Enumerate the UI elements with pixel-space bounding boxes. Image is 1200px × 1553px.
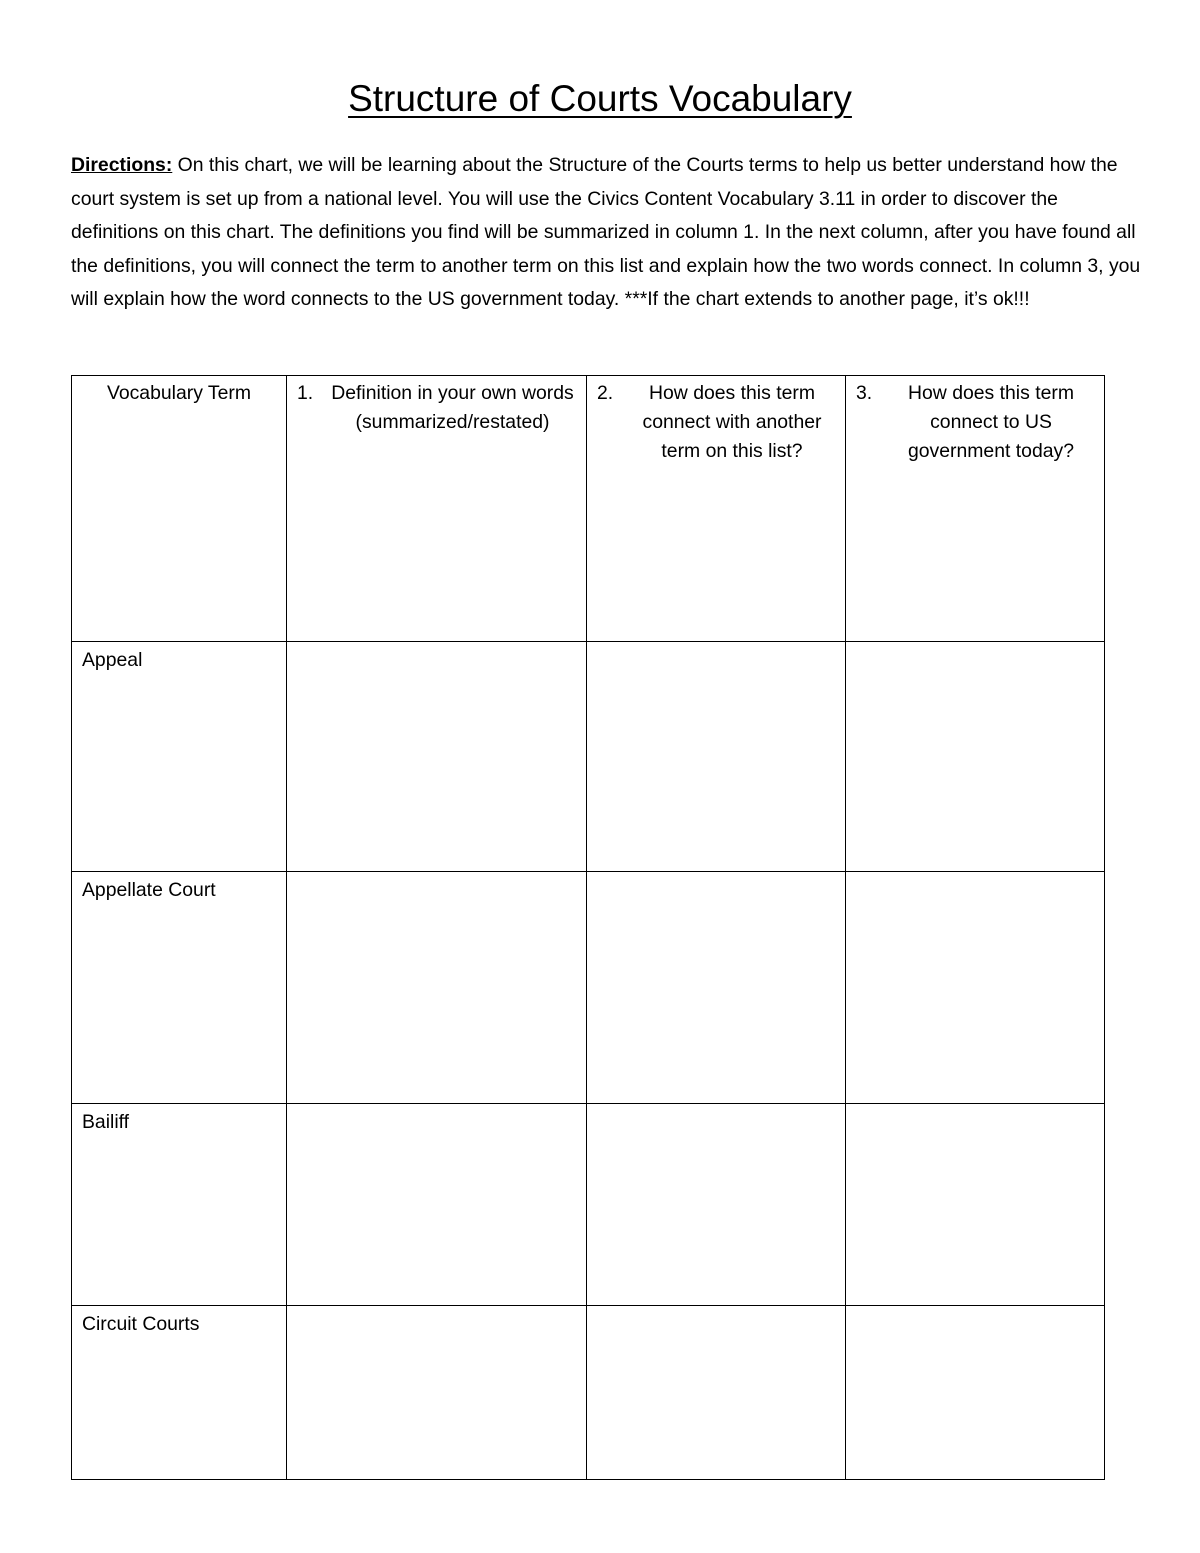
header-label: Vocabulary Term: [106, 382, 252, 404]
term-label: Circuit Courts: [82, 1313, 200, 1335]
header-connect-government: [846, 376, 1105, 642]
directions-label: Directions:: [71, 154, 173, 176]
connection-cell[interactable]: [587, 872, 846, 1104]
definition-cell[interactable]: [287, 1104, 587, 1306]
term-cell: [72, 642, 287, 872]
header-label: How does this term connect with another term on this list?: [642, 382, 822, 462]
table-header-row: [72, 376, 1105, 642]
table-row: [72, 1104, 1105, 1306]
term-cell: [72, 1306, 287, 1480]
header-number: 2.: [597, 382, 614, 404]
header-label: How does this term connect to US government today?: [907, 382, 1074, 462]
government-cell[interactable]: [846, 642, 1105, 872]
table-row: [72, 872, 1105, 1104]
definition-cell[interactable]: [287, 642, 587, 872]
header-vocabulary-term: [72, 376, 287, 642]
term-cell: [72, 1104, 287, 1306]
government-cell[interactable]: [846, 872, 1105, 1104]
connection-cell[interactable]: [587, 642, 846, 872]
term-label: Appellate Court: [82, 879, 216, 901]
definition-cell[interactable]: [287, 872, 587, 1104]
government-cell[interactable]: [846, 1104, 1105, 1306]
term-cell: [72, 872, 287, 1104]
header-number: 1.: [297, 382, 314, 404]
directions-paragraph: [71, 149, 1141, 317]
term-label: Appeal: [82, 649, 143, 671]
term-label: Bailiff: [82, 1111, 130, 1133]
connection-cell[interactable]: [587, 1104, 846, 1306]
definition-cell[interactable]: [287, 1306, 587, 1480]
table-row: [72, 642, 1105, 872]
vocabulary-table: [71, 375, 1105, 1480]
header-definition: [287, 376, 587, 642]
header-number: 3.: [856, 382, 873, 404]
table-row: [72, 1306, 1105, 1480]
directions-text: On this chart, we will be learning about the Structure of the Courts terms to help us better understand how the court system is set up from a national level. You will use the Civics Content Vocabulary 3.11 in order to discover the definitions on this chart. The definitions you find will be summarized in column 1. In the next column, after you have found all the definitions, you will connect the term to another term on this list and explain how the two words connect. In column 3, you will explain how the word connects to the US government today. ***If the chart extends to another page, it’s ok!!!: [71, 154, 1141, 310]
government-cell[interactable]: [846, 1306, 1105, 1480]
header-label: Definition in your own words (summarized/restated): [331, 382, 574, 433]
connection-cell[interactable]: [587, 1306, 846, 1480]
page-title: Structure of Courts Vocabulary: [348, 78, 852, 119]
header-connect-term: [587, 376, 846, 642]
